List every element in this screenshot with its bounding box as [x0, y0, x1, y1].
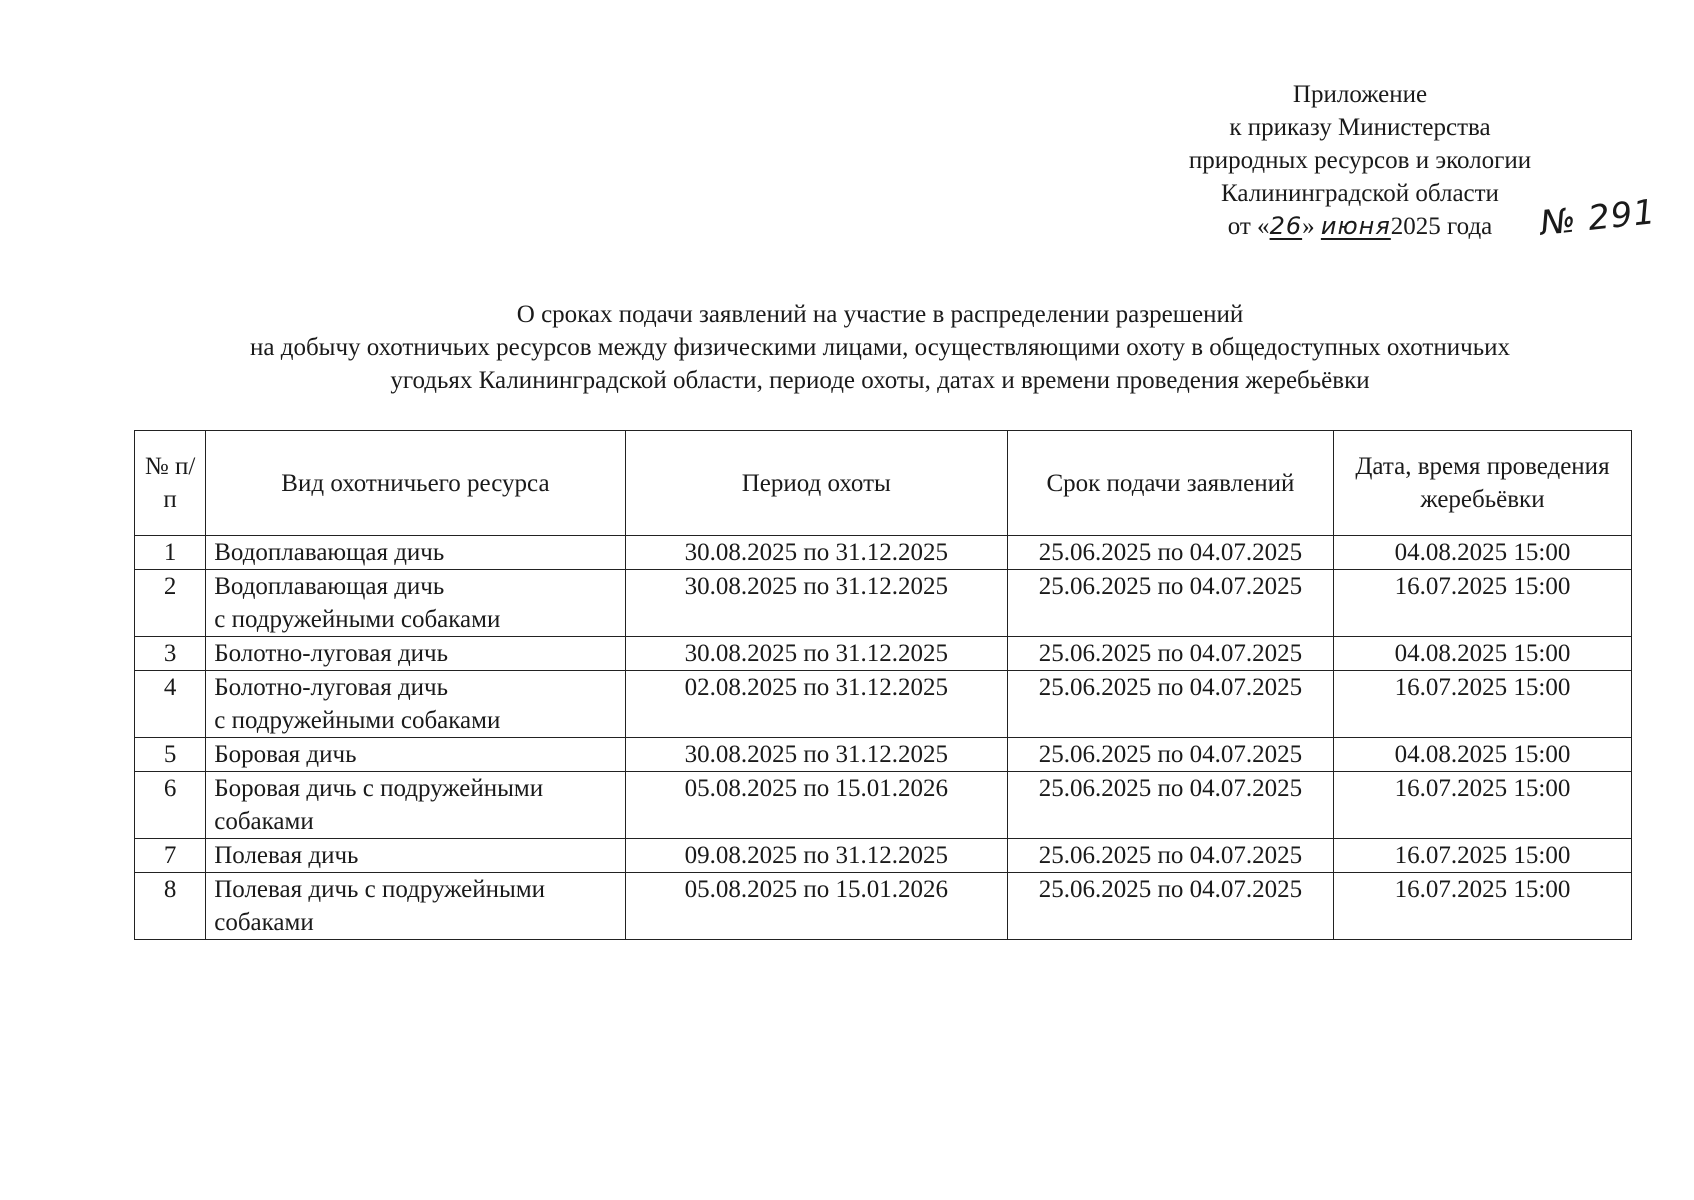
- date-suffix: 2025 года: [1390, 213, 1493, 240]
- cell-period: 30.08.2025 по 31.12.2025: [625, 738, 1007, 772]
- table-row: [135, 738, 1632, 772]
- cell-period: 02.08.2025 по 31.12.2025: [625, 671, 1007, 738]
- cell-num: 2: [135, 570, 206, 637]
- cell-term: 25.06.2025 по 04.07.2025: [1007, 772, 1333, 839]
- cell-draw: 16.07.2025 15:00: [1333, 570, 1631, 637]
- cell-term: 25.06.2025 по 04.07.2025: [1007, 873, 1333, 940]
- cell-num: 7: [135, 839, 206, 873]
- cell-resource-line-1: Боровая дичь: [214, 741, 357, 768]
- cell-resource-line-1: Боровая дичь с подружейными: [214, 775, 544, 802]
- cell-draw: 04.08.2025 15:00: [1333, 536, 1631, 570]
- cell-resource-line-2: с подружейными собаками: [214, 606, 501, 633]
- header-num: [135, 431, 206, 536]
- header-draw-line-1: Дата, время: [1355, 453, 1481, 480]
- header-period: Период охоты: [625, 431, 1007, 536]
- table-header-row: [135, 431, 1632, 536]
- order-number-handwritten: № 291: [1538, 192, 1658, 244]
- cell-resource: [206, 536, 625, 570]
- cell-resource-line-1: Водоплавающая дичь: [214, 539, 445, 566]
- cell-resource: [206, 772, 625, 839]
- document-title: [130, 298, 1630, 397]
- cell-resource-line-2: собаками: [214, 808, 314, 835]
- header-draw-line-2: проведения: [1486, 453, 1610, 480]
- cell-draw: 16.07.2025 15:00: [1333, 839, 1631, 873]
- cell-resource-line-2: с подружейными собаками: [214, 707, 501, 734]
- appendix-line-3: природных ресурсов и экологии: [1188, 147, 1532, 174]
- table-row: [135, 839, 1632, 873]
- cell-resource: [206, 738, 625, 772]
- header-term: Срок подачи заявлений: [1007, 431, 1333, 536]
- cell-num: 3: [135, 637, 206, 671]
- header-num-line-1: №: [144, 453, 169, 480]
- date-month-handwritten: июня: [1320, 212, 1391, 240]
- cell-period: 30.08.2025 по 31.12.2025: [625, 637, 1007, 671]
- cell-resource-line-1: Болотно-луговая дичь: [214, 640, 449, 667]
- cell-draw: 04.08.2025 15:00: [1333, 738, 1631, 772]
- title-line-2: на добычу охотничьих ресурсов между физическими лицами, осуществляющими охоту в общедоступных охотничьих: [250, 334, 1510, 361]
- cell-term: 25.06.2025 по 04.07.2025: [1007, 671, 1333, 738]
- cell-term: 25.06.2025 по 04.07.2025: [1007, 536, 1333, 570]
- date-mid: »: [1302, 213, 1321, 240]
- table-row: [135, 772, 1632, 839]
- cell-period: 05.08.2025 по 15.01.2026: [625, 873, 1007, 940]
- table-row: [135, 536, 1632, 570]
- header-num-line-2: п/п: [163, 453, 196, 513]
- cell-term: 25.06.2025 по 04.07.2025: [1007, 738, 1333, 772]
- title-line-3: угодьях Калининградской области, периоде охоты, датах и времени проведения жеребьёвки: [390, 367, 1370, 394]
- header-resource: Вид охотничьего ресурса: [206, 431, 625, 536]
- cell-period: 30.08.2025 по 31.12.2025: [625, 570, 1007, 637]
- cell-term: 25.06.2025 по 04.07.2025: [1007, 839, 1333, 873]
- table-row: [135, 637, 1632, 671]
- appendix-line-2: к приказу Министерства: [1229, 114, 1491, 141]
- table-row: [135, 570, 1632, 637]
- header-draw: [1333, 431, 1631, 536]
- appendix-block: [1130, 78, 1590, 243]
- cell-num: 4: [135, 671, 206, 738]
- cell-period: 09.08.2025 по 31.12.2025: [625, 839, 1007, 873]
- cell-draw: 04.08.2025 15:00: [1333, 637, 1631, 671]
- cell-resource: [206, 570, 625, 637]
- cell-resource-line-2: собаками: [214, 909, 314, 936]
- cell-draw: 16.07.2025 15:00: [1333, 873, 1631, 940]
- cell-resource-line-1: Болотно-луговая дичь: [214, 674, 449, 701]
- cell-resource: [206, 873, 625, 940]
- cell-resource-line-1: Полевая дичь: [214, 842, 359, 869]
- cell-draw: 16.07.2025 15:00: [1333, 671, 1631, 738]
- cell-resource-line-1: Водоплавающая дичь: [214, 573, 445, 600]
- appendix-date-line: [1130, 210, 1590, 243]
- cell-num: 5: [135, 738, 206, 772]
- cell-term: 25.06.2025 по 04.07.2025: [1007, 637, 1333, 671]
- date-day-handwritten: 26: [1269, 212, 1303, 240]
- cell-period: 05.08.2025 по 15.01.2026: [625, 772, 1007, 839]
- cell-resource-line-1: Полевая дичь с подружейными: [214, 876, 546, 903]
- cell-resource: [206, 839, 625, 873]
- header-draw-line-3: жеребьёвки: [1420, 486, 1545, 513]
- cell-period: 30.08.2025 по 31.12.2025: [625, 536, 1007, 570]
- table-row: [135, 671, 1632, 738]
- appendix-line-1: Приложение: [1292, 81, 1428, 108]
- cell-resource: [206, 671, 625, 738]
- cell-num: 1: [135, 536, 206, 570]
- cell-num: 8: [135, 873, 206, 940]
- appendix-line-4: Калининградской области: [1221, 180, 1499, 207]
- cell-term: 25.06.2025 по 04.07.2025: [1007, 570, 1333, 637]
- cell-num: 6: [135, 772, 206, 839]
- date-prefix: от «: [1227, 213, 1270, 240]
- table-row: [135, 873, 1632, 940]
- title-line-1: О сроках подачи заявлений на участие в распределении разрешений: [516, 301, 1244, 328]
- cell-resource: [206, 637, 625, 671]
- cell-draw: 16.07.2025 15:00: [1333, 772, 1631, 839]
- schedule-table: [134, 430, 1632, 940]
